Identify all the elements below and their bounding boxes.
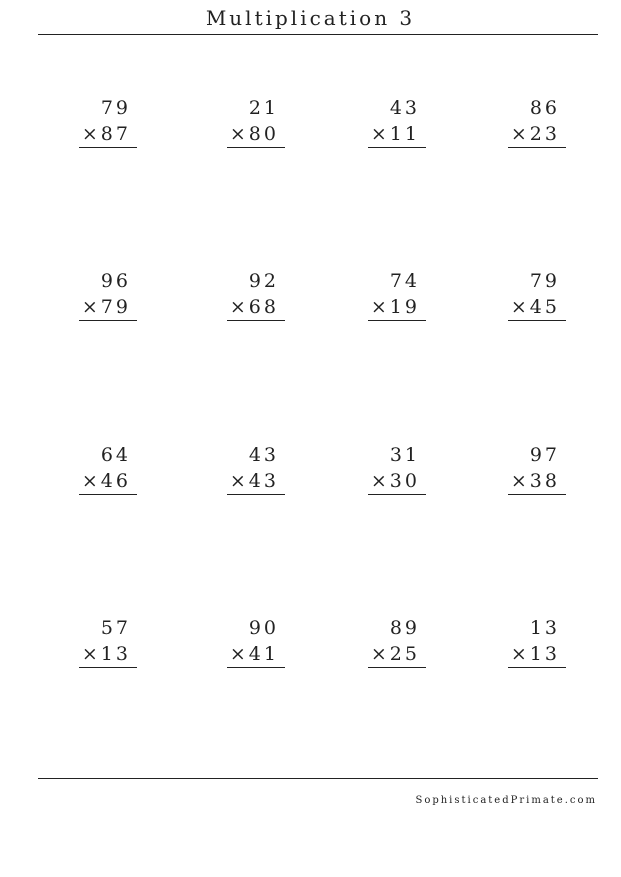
multiplicand: 79 [529,270,560,292]
multiplier: ×13 [81,643,131,665]
footer-divider [38,778,598,779]
problem-16 [508,617,566,677]
answer-line [227,320,285,321]
multiplicand: 86 [529,97,560,119]
multiplicand: 90 [248,617,279,639]
multiplier: ×13 [510,643,560,665]
multiplier: ×80 [229,123,279,145]
multiplicand: 97 [529,444,560,466]
answer-line [368,667,426,668]
multiplicand: 79 [100,97,131,119]
problem-3 [368,97,426,157]
multiplicand: 57 [100,617,131,639]
problem-4 [508,97,566,157]
header-divider [38,34,598,35]
answer-line [508,320,566,321]
problem-15 [368,617,426,677]
answer-line [368,320,426,321]
problem-2 [227,97,285,157]
multiplicand: 43 [389,97,420,119]
multiplier: ×19 [370,296,420,318]
multiplicand: 96 [100,270,131,292]
multiplier: ×11 [370,123,420,145]
answer-line [227,147,285,148]
answer-line [227,494,285,495]
multiplier: ×43 [229,470,279,492]
answer-line [79,667,137,668]
multiplier: ×41 [229,643,279,665]
answer-line [508,147,566,148]
multiplier: ×87 [81,123,131,145]
page-title: Multiplication 3 [205,6,416,30]
multiplier: ×79 [81,296,131,318]
multiplier: ×46 [81,470,131,492]
problem-9 [79,444,137,504]
answer-line [368,494,426,495]
problem-10 [227,444,285,504]
multiplicand: 43 [248,444,279,466]
answer-line [227,667,285,668]
problem-13 [79,617,137,677]
answer-line [508,667,566,668]
problem-5 [79,270,137,330]
problem-12 [508,444,566,504]
multiplier: ×45 [510,296,560,318]
multiplicand: 89 [389,617,420,639]
multiplicand: 21 [248,97,279,119]
problem-11 [368,444,426,504]
multiplier: ×23 [510,123,560,145]
problem-8 [508,270,566,330]
multiplicand: 13 [529,617,560,639]
multiplicand: 64 [100,444,131,466]
multiplicand: 31 [389,444,420,466]
answer-line [368,147,426,148]
multiplier: ×38 [510,470,560,492]
answer-line [79,147,137,148]
problem-14 [227,617,285,677]
footer-site-name: SophisticatedPrimate.com [415,795,597,806]
problem-1 [79,97,137,157]
answer-line [508,494,566,495]
answer-line [79,320,137,321]
problem-6 [227,270,285,330]
multiplicand: 74 [389,270,420,292]
answer-line [79,494,137,495]
problem-7 [368,270,426,330]
multiplier: ×30 [370,470,420,492]
multiplier: ×68 [229,296,279,318]
multiplicand: 92 [248,270,279,292]
multiplier: ×25 [370,643,420,665]
